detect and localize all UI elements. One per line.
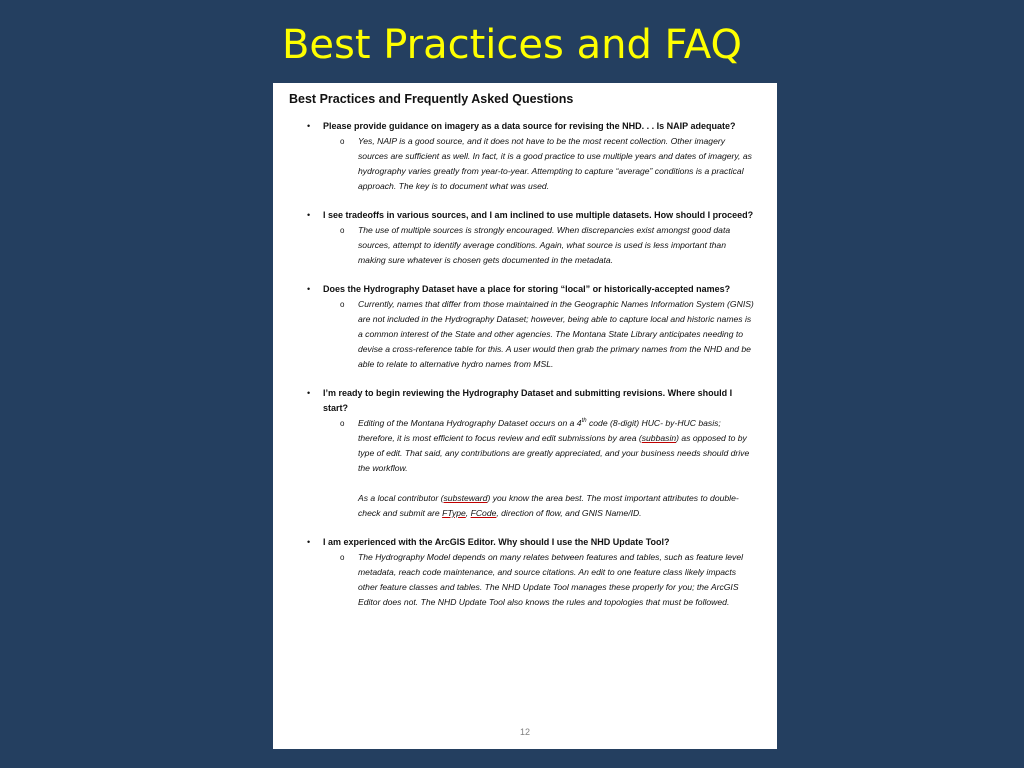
superscript-text: th	[581, 418, 587, 425]
faq-answer	[323, 223, 755, 268]
faq-item	[289, 535, 755, 610]
answer-text-part: ) as opposed to by type of edit. That said, any contributions are greatly appreciated, and your business needs should drive the workflow.	[358, 433, 750, 473]
answer-text-part: Editing of the Montana Hydrography Dataset occurs on a 4	[358, 418, 582, 428]
underlined-term: subbasin	[641, 433, 677, 443]
answer-text-part: , direction of flow, and GNIS Name/ID.	[496, 508, 642, 518]
faq-item	[289, 282, 755, 372]
faq-question: Please provide guidance on imagery as a data source for revising the NHD. . . Is NAIP adequate?	[323, 121, 736, 131]
answer-text-part: ) you know the area best. The most important attributes to double-check and submit are	[358, 493, 739, 518]
faq-item	[289, 386, 755, 521]
sub-bullet-icon: o	[340, 553, 345, 562]
slide-title: Best Practices and FAQ	[281, 22, 743, 68]
sub-bullet-icon: o	[340, 137, 345, 146]
faq-answer-text	[358, 491, 755, 521]
faq-question: I see tradeoffs in various sources, and I am inclined to use multiple datasets. How should I proceed?	[323, 210, 754, 220]
bullet-icon: •	[307, 388, 311, 398]
answer-text-part: ,	[465, 508, 471, 518]
bullet-icon: •	[307, 121, 311, 131]
sub-bullet-icon: o	[340, 226, 345, 235]
sub-bullet-icon: o	[340, 419, 345, 428]
faq-answer-text: The Hydrography Model depends on many relates between features and tables, such as feature level metadata, reach code maintenance, and source citations. An edit to one feature class likely impacts other feature classes and tables. The NHD Update Tool manages these properly for you; the ArcGIS Editor does not. The NHD Update Tool also knows the rules and topologies that must be followed.	[358, 552, 744, 607]
document-heading: Best Practices and Frequently Asked Questions	[289, 92, 574, 106]
faq-answer-text	[358, 416, 755, 476]
answer-text-part: As a local contributor (	[358, 493, 444, 503]
faq-answer	[323, 134, 755, 194]
bullet-icon: •	[307, 537, 311, 547]
faq-answer	[323, 416, 755, 521]
faq-question: I’m ready to begin reviewing the Hydrography Dataset and submitting revisions. Where should I start?	[323, 388, 733, 413]
answer-text-part: code (8-digit) HUC- by-HUC basis; therefore, it is most efficient to focus review and edit submissions by area (	[358, 418, 721, 443]
page-number: 12	[519, 727, 530, 737]
faq-item	[289, 119, 755, 194]
sub-bullet-icon: o	[340, 300, 345, 309]
faq-question: I am experienced with the ArcGIS Editor. Why should I use the NHD Update Tool?	[323, 537, 670, 547]
bullet-icon: •	[307, 284, 311, 294]
faq-question: Does the Hydrography Dataset have a place for storing “local” or historically-accepted names?	[323, 284, 731, 294]
faq-answer-text: The use of multiple sources is strongly encouraged. When discrepancies exist amongst good data sources, attempt to identify average conditions. Again, what source is used is less important than making sure whatever is chosen gets documented in the metadata.	[358, 225, 731, 265]
faq-answer	[323, 550, 755, 610]
faq-answer-text: Yes, NAIP is a good source, and it does not have to be the most recent collection. Other imagery sources are sufficient as well. In fact, it is a good practice to use multiple years and dates of imagery, as hydrography varies greatly from year-to-year. Attempting to capture “average” conditions is a practical approach. The key is to document what was used.	[358, 136, 752, 191]
bullet-icon: •	[307, 210, 311, 220]
faq-answer-text: Currently, names that differ from those maintained in the Geographic Names Information System (GNIS) are not included in the Hydrography Dataset; however, being able to capture local and historic names is a common interest of the State and other agencies. The Montana State Library anticipates needing to devise a cross-reference table for this. A user would then grab the primary names from the NHD and be able to relate to alternative hydro names from MSL.	[358, 299, 754, 369]
underlined-term: FType	[442, 508, 466, 518]
underlined-term: substeward	[443, 493, 488, 503]
underlined-term: FCode	[470, 508, 497, 518]
faq-answer	[323, 297, 755, 372]
document-page	[273, 83, 777, 749]
faq-item	[289, 208, 755, 268]
